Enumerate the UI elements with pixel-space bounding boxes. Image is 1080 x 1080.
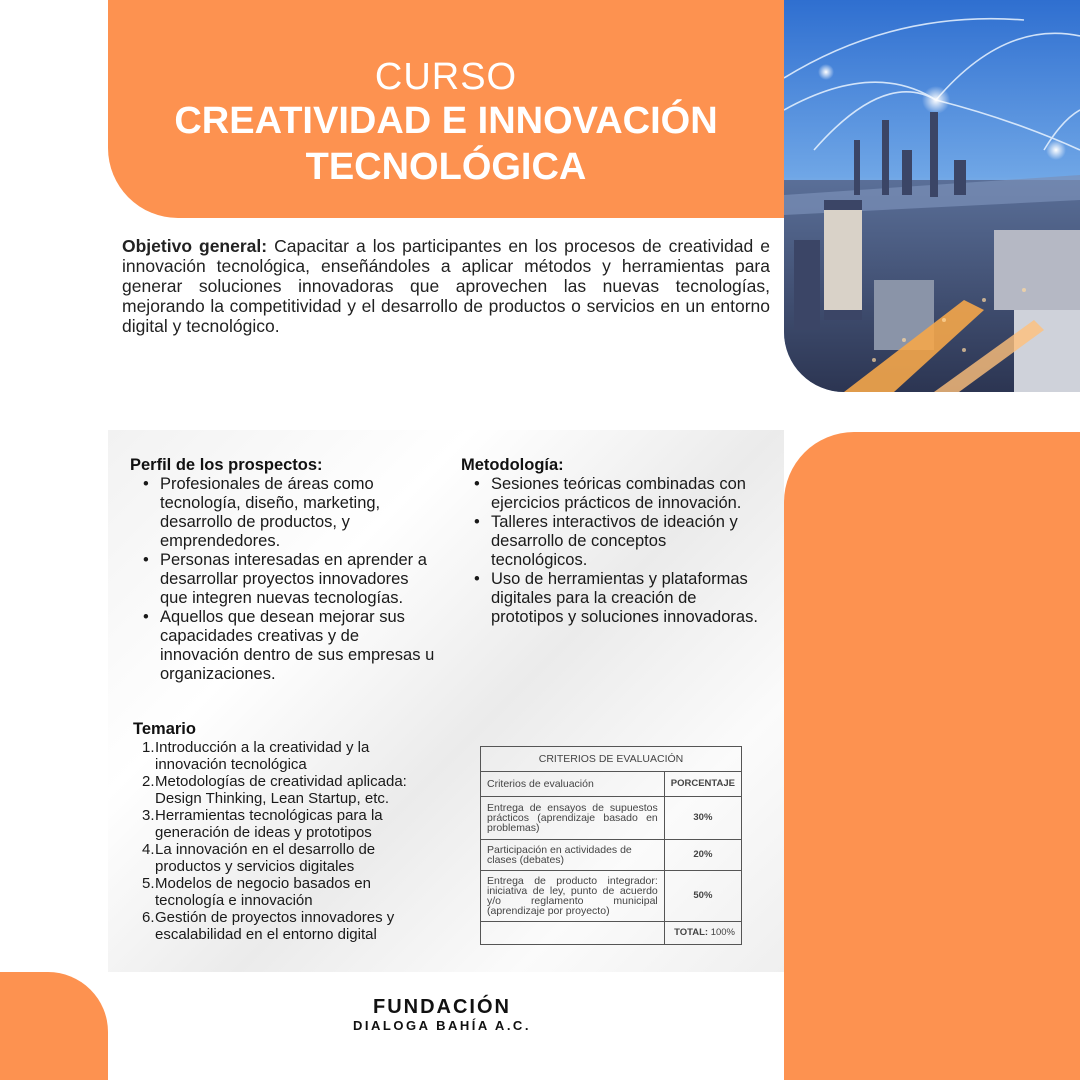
title-line-2: TECNOLÓGICA (305, 146, 587, 188)
percent-cell: 50% (664, 871, 741, 922)
table-row (481, 871, 742, 922)
list-text: Modelos de negocio basados en tecnología e innovación (155, 875, 371, 909)
list-text: La innovación en el desarrollo de productos y servicios digitales (155, 841, 376, 875)
criterion-cell: Participación en actividades de clases (debates) (481, 840, 665, 871)
course-title (108, 56, 784, 190)
percent-cell: 20% (664, 840, 741, 871)
title-main (108, 98, 784, 190)
column-header-percent: PORCENTAJE (664, 772, 741, 797)
list-item (133, 739, 433, 773)
list-number: 6. (142, 909, 155, 926)
total-label: TOTAL: (674, 927, 709, 938)
list-item: • Talleres interactivos de ideación y desarrollo de conceptos tecnológicos. (491, 513, 761, 570)
table-header-row (481, 772, 742, 797)
list-text: Introducción a la creatividad y la innovación tecnológica (155, 739, 370, 773)
list-number: 4. (142, 841, 155, 858)
temario-section (133, 720, 433, 943)
title-kicker: CURSO (374, 56, 518, 98)
list-item (133, 773, 433, 807)
list-number: 1. (142, 739, 155, 756)
title-line-1: CREATIVIDAD E INNOVACIÓN (174, 100, 718, 142)
temario-title: Temario (133, 720, 196, 738)
table-total-row (481, 922, 742, 945)
table-row (481, 840, 742, 871)
list-item: • Personas interesadas en aprender a desarrollar proyectos innovadores que integren nuevas tecnologías. (160, 551, 440, 608)
list-item: • Profesionales de áreas como tecnología, diseño, marketing, desarrollo de productos, y emprendedores. (160, 475, 440, 551)
list-item (133, 807, 433, 841)
total-value: 100% (710, 927, 735, 938)
metodologia-section (461, 456, 761, 627)
criterion-cell: Entrega de ensayos de supuestos prácticos (aprendizaje basado en problemas) (481, 797, 665, 840)
objective-paragraph (122, 236, 770, 336)
list-item: • Aquellos que desean mejorar sus capacidades creativas y de innovación dentro de sus empresas u organizaciones. (160, 608, 440, 684)
list-text: Herramientas tecnológicas para la generación de ideas y prototipos (155, 807, 383, 841)
objective-label: Objetivo general: (122, 236, 268, 256)
metodologia-title: Metodología: (461, 456, 564, 474)
perfil-title: Perfil de los prospectos: (130, 456, 323, 474)
list-number: 5. (142, 875, 155, 892)
perfil-list (130, 475, 440, 684)
empty-cell (481, 922, 665, 945)
foundation-logo-text (300, 996, 584, 1034)
total-cell (664, 922, 741, 945)
list-text: Gestión de proyectos innovadores y escalabilidad en el entorno digital (155, 909, 395, 943)
list-number: 2. (142, 773, 155, 790)
footer-line-2: DIALOGA BAHÍA A.C. (353, 1018, 531, 1033)
city-skyline-photo (784, 0, 1080, 392)
footer-line-1: FUNDACIÓN (373, 996, 511, 1018)
list-item (133, 841, 433, 875)
percent-cell: 30% (664, 797, 741, 840)
criterion-cell: Entrega de producto integrador: iniciativa de ley, punto de acuerdo y/o reglamento municipal (aprendizaje por proyecto) (481, 871, 665, 922)
column-header-criteria: Criterios de evaluación (481, 772, 665, 797)
table-row (481, 797, 742, 840)
list-item (133, 909, 433, 943)
right-orange-band (784, 432, 1080, 1080)
metodologia-list (461, 475, 761, 627)
perfil-section (130, 456, 440, 684)
list-number: 3. (142, 807, 155, 824)
list-item (133, 875, 433, 909)
list-item: • Uso de herramientas y plataformas digitales para la creación de prototipos y soluciones innovadoras. (491, 570, 761, 627)
bottom-left-orange-shape (0, 972, 108, 1080)
evaluation-criteria-table (480, 746, 742, 945)
list-text: Metodologías de creatividad aplicada: Design Thinking, Lean Startup, etc. (155, 773, 407, 807)
objective-text: Capacitar a los participantes en los procesos de creatividad e innovación tecnológica, enseñándoles a aplicar métodos y herramientas para generar soluciones innovadoras que aprovechen las nuevas tecnologías, mejorando la competitividad y el desarrollo de productos o servicios en un entorno digital y tecnológico. (122, 236, 770, 336)
table-title-row (481, 747, 742, 772)
temario-list (133, 739, 433, 943)
table-title: CRITERIOS DE EVALUACIÓN (481, 747, 742, 772)
list-item: • Sesiones teóricas combinadas con ejercicios prácticos de innovación. (491, 475, 761, 513)
